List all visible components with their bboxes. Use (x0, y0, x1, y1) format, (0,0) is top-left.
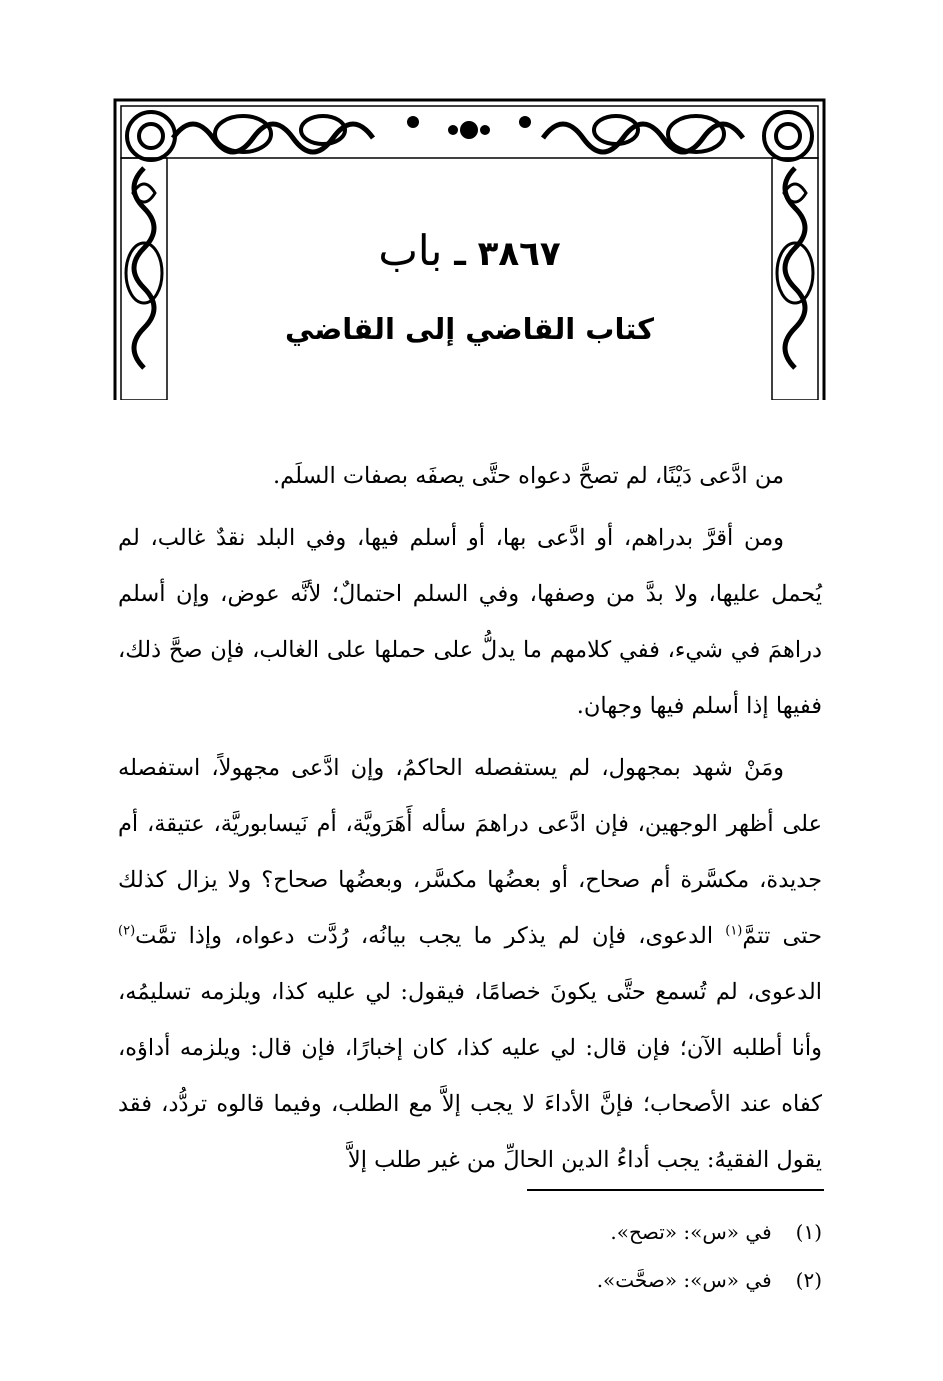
footnote (118, 1208, 822, 1256)
chapter-number: ٣٨٦٧ ـ (454, 234, 561, 274)
paragraph: من ادَّعى دَيْنًا، لم تصحَّ دعواه حتَّى يصفَه بصفات السلَم. (272, 463, 784, 489)
footnote-divider (527, 1189, 824, 1191)
paragraph: ومن أقرَّ بدراهم، أو ادَّعى بها، أو أسلم فيها، وفي البلد نقدٌ غالب، لم يُحمل عليها، ولا بدَّ من وصفها، وفي السلم احتمالٌ؛ لأنَّه عوض، وإن أسلم دراهمَ في شيء، ففي كلامهم ما يدلُّ على حملها على الغالب، فإن صحَّ ذلك، ففيها إذا أسلم فيها وجهان. (118, 525, 822, 719)
chapter-heading (113, 226, 826, 275)
main-text (118, 448, 822, 1188)
footnote-number: (١) (795, 1220, 822, 1244)
footnote (118, 1256, 822, 1304)
footnote-number: (٢) (795, 1268, 822, 1292)
paragraph (118, 740, 822, 1188)
footnote-text: في «س»: «تصح». (610, 1220, 772, 1244)
chapter-bab-word: باب (378, 226, 443, 275)
footnotes (118, 1208, 822, 1304)
footnote-ref-2[interactable]: (٢) (118, 923, 136, 939)
chapter-title: كتاب القاضي إلى القاضي (284, 312, 655, 346)
footnote-ref-1[interactable]: (١) (725, 923, 743, 939)
paragraph-text: الدعوى، لم تُسمع حتَّى يكونَ خصامًا، فيقول: لي عليه كذا، ويلزمه تسليمُه، وأنا أطلبه الآن؛ فإن قال: لي عليه كذا، كان إخبارًا، فإن قال: ويلزمه أداؤه، كفاه عند الأصحاب؛ فإنَّ الأداءَ لا يجب إلاَّ مع الطلب، وفيما قالوه تردُّد، فقد يقول الفقيهُ: يجب أداءُ الدين الحالِّ من غير طلب إلاَّ (118, 979, 822, 1173)
footnote-text: في «س»: «صحَّت». (596, 1268, 772, 1292)
ornamental-frame (113, 98, 826, 400)
paragraph-text: ومَنْ شهد بمجهول، لم يستفصله الحاكمُ، وإن ادَّعى مجهولاً، استفصله على أظهر الوجهين، فإن ادَّعى دراهمَ سأله أَهَرَويَّة، أم نَيسابوريَّة، عتيقة، أم جديدة، مكسَّرة أم صحاح، أو بعضُها مكسَّر، وبعضُها صحاح؟ ولا يزال كذلك حتى تتمَّ (118, 755, 822, 949)
paragraph-text: الدعوى، فإن لم يذكر ما يجب بيانُه، رُدَّت دعواه، وإذا تمَّت (135, 923, 714, 949)
